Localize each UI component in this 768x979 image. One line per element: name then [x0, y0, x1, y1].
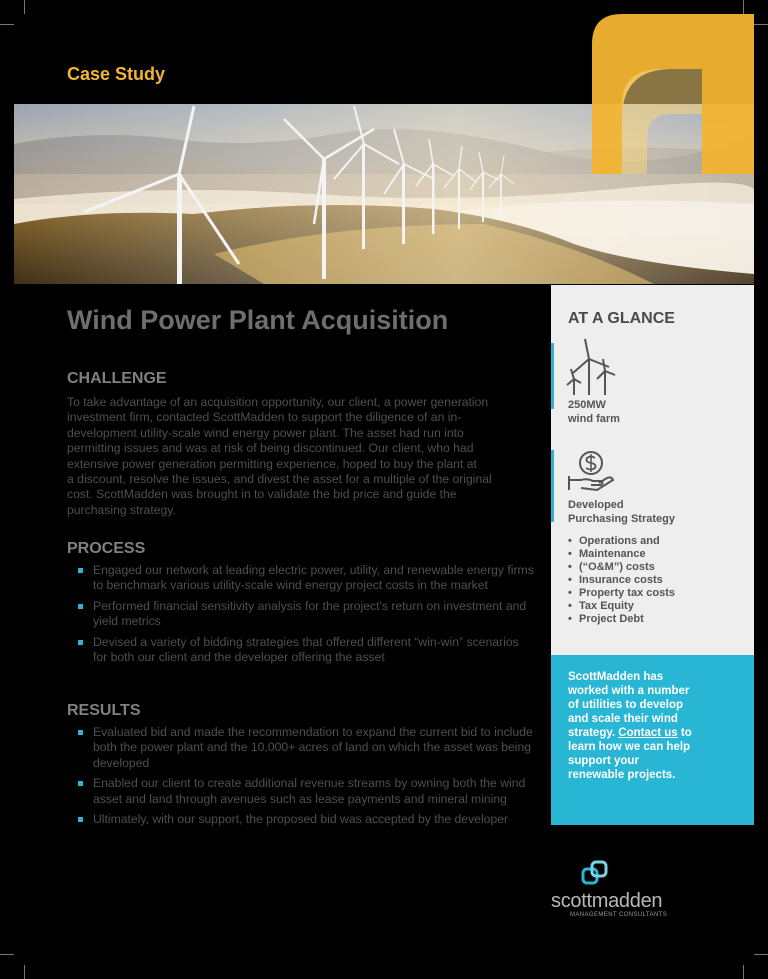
crop-mark: [754, 954, 768, 955]
results-heading: RESULTS: [67, 702, 141, 719]
list-item-continuation: • (“O&M”) costs: [568, 561, 675, 574]
list-item-continuation: • Maintenance: [568, 548, 675, 561]
glance-cost-list: [568, 535, 675, 626]
list-item: Evaluated bid and made the recommendation to expand the current bid to include both the power plant and the 10,000+ acres of land on which the asset was being developed: [78, 725, 536, 771]
challenge-paragraph: To take advantage of an acquisition opportunity, our client, a power generation investment firm, contacted ScottMadden to support the diligence of an in- development utility-scale wind energy power plant. The asset had run into permitting issues and was at risk of being discontinued. Our client, who had extensive power generation permitting experience, hoped to buy the plant at a discount, resolve the issues, and divest the asset for a multiple of the original cost. ScottMadden was brought in to validate the bid price and guide the purchasing strategy.: [67, 395, 492, 517]
list-item: • Insurance costs: [568, 574, 675, 587]
contact-cta-box: [551, 655, 754, 825]
at-a-glance-heading: AT A GLANCE: [568, 310, 675, 327]
list-item: • Project Debt: [568, 613, 675, 626]
page-title: Wind Power Plant Acquisition: [67, 305, 449, 335]
crop-mark: [754, 24, 768, 25]
process-heading: PROCESS: [67, 540, 146, 557]
wind-turbine-icon: [565, 337, 617, 400]
logo-mark-icon: [581, 860, 609, 888]
at-a-glance-panel: [551, 285, 754, 655]
results-list: [78, 725, 536, 832]
list-item: Enabled our client to create additional revenue streams by owning both the wind asset and land through avenues such as lease payments and mineral mining: [78, 776, 536, 807]
list-item: • Tax Equity: [568, 600, 675, 613]
crop-mark: [743, 0, 744, 14]
cta-text: ScottMadden has worked with a number of utilities to develop and scale their wind strategy. Contact us to learn how we can help support your renewable projects.: [568, 671, 692, 781]
crop-mark: [0, 954, 14, 955]
case-study-label: Case Study: [67, 64, 166, 84]
list-item: Devised a variety of bidding strategies that offered different “win-win” scenarios for both our client and the developer offering the asset: [78, 635, 536, 666]
list-item: • Operations and: [568, 535, 675, 548]
scottmadden-logo: [551, 860, 691, 922]
logo-wordmark: scottmadden: [551, 890, 663, 912]
process-list: [78, 563, 536, 670]
logo-tagline: MANAGEMENT CONSULTANTS: [570, 912, 668, 918]
crop-mark: [743, 965, 744, 979]
contact-us-link[interactable]: Contact us: [618, 727, 678, 739]
list-item: Ultimately, with our support, the proposed bid was accepted by the developer: [78, 812, 536, 827]
dollar-hand-icon: [567, 450, 615, 497]
accent-bar: [551, 450, 554, 522]
brand-accent-shape: [592, 14, 754, 174]
glance-label-capacity: 250MW wind farm: [568, 399, 620, 425]
accent-bar: [551, 343, 554, 409]
list-item: Performed financial sensitivity analysis for the project's return on investment and yield metrics: [78, 599, 536, 630]
crop-mark: [24, 965, 25, 979]
crop-mark: [0, 24, 14, 25]
list-item: Engaged our network at leading electric power, utility, and renewable energy firms to benchmark various utility-scale wind energy project costs in the market: [78, 563, 536, 594]
challenge-heading: CHALLENGE: [67, 370, 167, 387]
crop-mark: [24, 0, 25, 14]
list-item: • Property tax costs: [568, 587, 675, 600]
glance-label-strategy: Developed Purchasing Strategy: [568, 499, 675, 525]
